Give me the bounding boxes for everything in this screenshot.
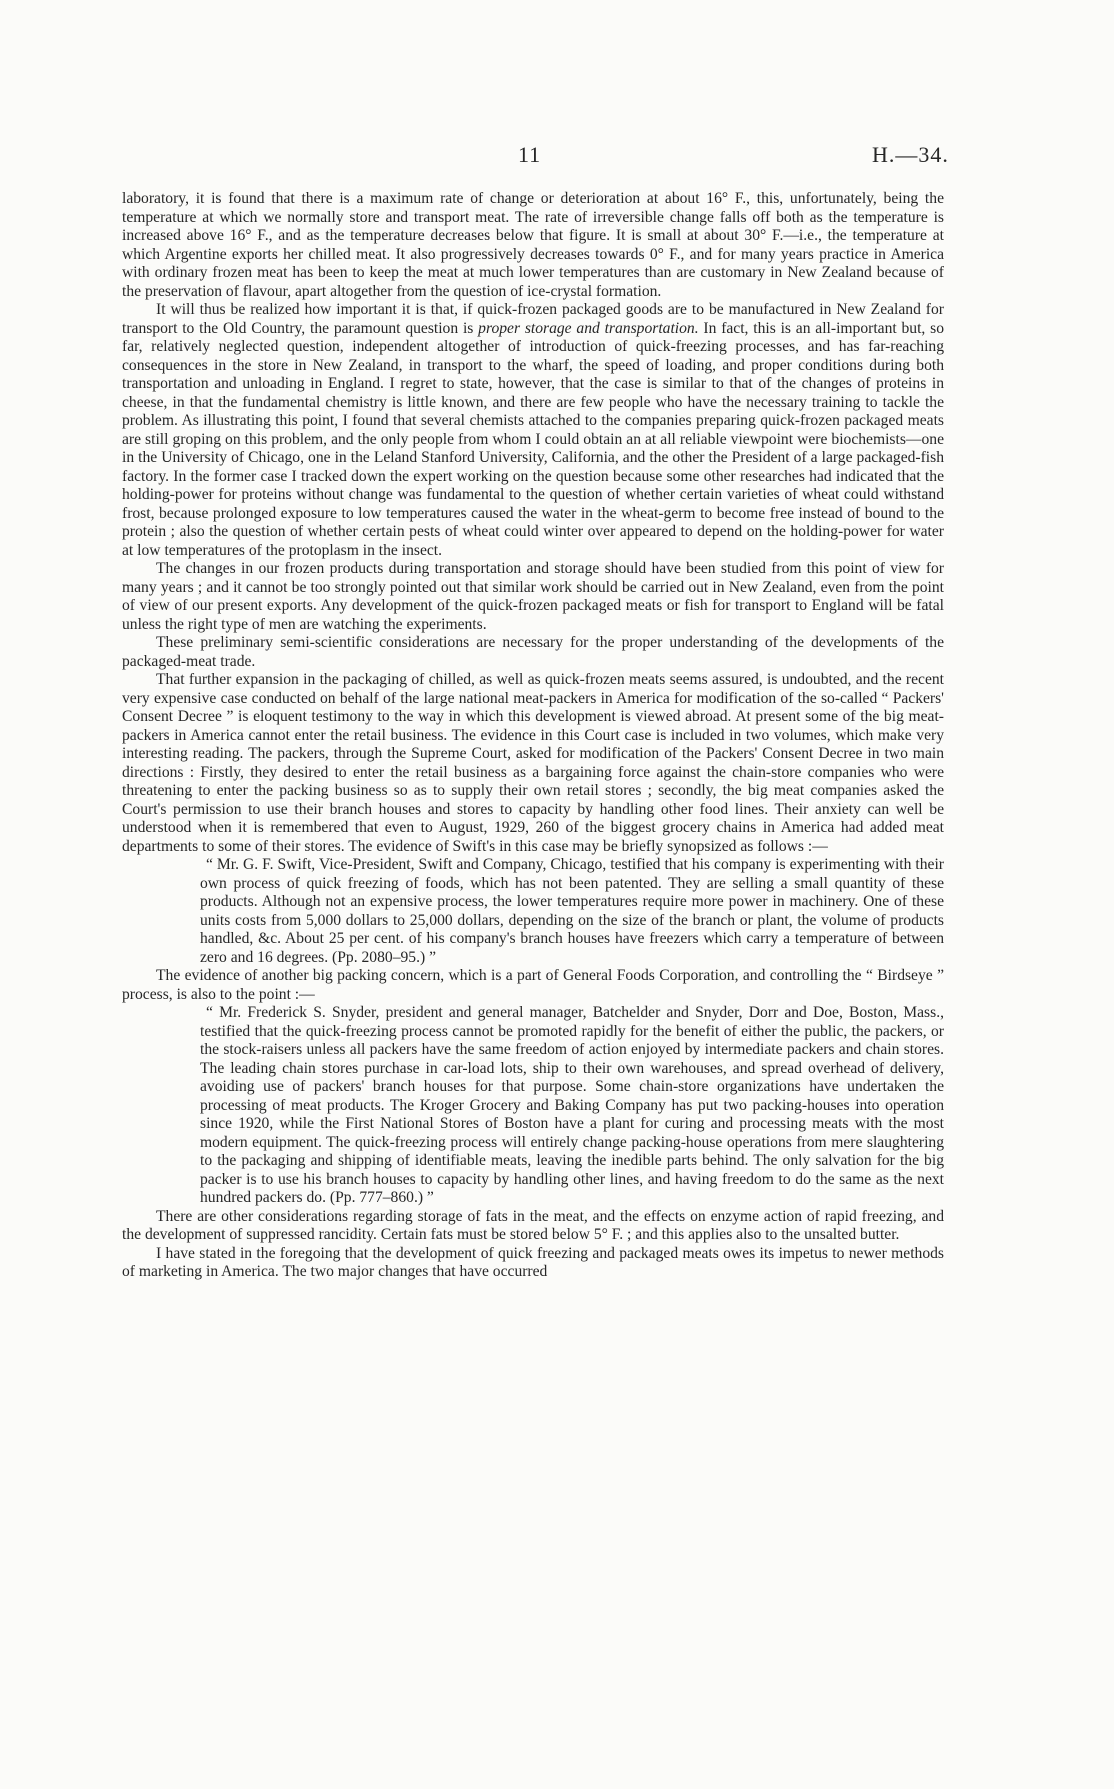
paragraph-marketing-methods: I have stated in the foregoing that the development of quick freezing and packaged meats owes its impetus to newer methods of marketing in America. The two major changes that have occurred — [122, 1244, 944, 1280]
emphasis-text: proper storage and transportation. — [478, 319, 699, 337]
paragraph-continuation: laboratory, it is found that there is a maximum rate of change or deterioration at about 16° F., this, unfortunately, being the temperature at which we normally store and transport meat. The rate of irreversible change falls off both as the temperature is increased above 16° F., and as the temperature decreases below that figure. It is small at about 30° F.—i.e., the temperature at which Argentine exports her chilled meat. It also progressively decreases towards 0° F., and for many years practice in America with ordinary frozen meat has been to keep the meat at much lower temperatures than are customary in New Zealand because of the preservation of flavour, apart altogether from the question of ice-crystal formation. — [122, 190, 944, 300]
paragraph-packers-decree: That further expansion in the packaging of chilled, as well as quick-frozen meats seems assured, is undoubted, and the recent very expensive case conducted on behalf of the large national meat-packers in America for modification of the so-called “ Packers' Consent Decree ” is eloquent testimony to the way in which this development is viewed abroad. At present some of the big meat-packers in America cannot enter the retail business. The evidence in this Court case is included in two volumes, which make very interesting reading. The packers, through the Supreme Court, asked for modification of the Packers' Consent Decree in two main directions : Firstly, they desired to enter the retail business as a bargaining force against the chain-store companies who were threatening to enter the packing business so as to supply their own retail stores ; secondly, the big meat companies asked the Court's permission to use their branch houses and stores to capacity by handling other food lines. Their anxiety can well be understood when it is remembered that even to August, 1929, 260 of the biggest grocery chains in America had added meat departments to some of their stores. The evidence of Swift's in this case may be briefly synopsized as follows :— — [122, 671, 944, 855]
paragraph-frozen-products: The changes in our frozen products during transportation and storage should have been studied from this point of view for many years ; and it cannot be too strongly pointed out that similar work should be carried out in New Zealand, even from the point of view of our present exports. Any development of the quick-frozen packaged meats or fish for transport to England will be fatal unless the right type of men are watching the experiments. — [122, 560, 944, 633]
page-header — [0, 142, 1114, 172]
page-number: 11 — [518, 142, 542, 167]
paragraph-storage-importance — [122, 301, 944, 560]
paragraph-text: In fact, this is an all-important but, so far, relatively neglected question, independent altogether of introduction of quick-freezing processes, and has far-reaching consequences in the store in New Zealand, in transport to the wharf, the speed of loading, and proper conditions during both transportation and unloading in England. I regret to state, however, that the case is similar to that of the changes of proteins in cheese, in that the fundamental chemistry is little known, and there are few people who have the necessary training to tackle the problem. As illustrating this point, I found that several chemists attached to the companies preparing quick-frozen packaged meats are still groping on this problem, and the only people from whom I could obtain an at all reliable viewpoint were biochemists—one in the University of Chicago, one in the Leland Stanford University, California, and the other the President of a large packaged-fish factory. In the former case I tracked down the expert working on the question because some other researches had indicated that the holding-power for proteins without change was fundamental to the question of whether certain varieties of wheat could withstand frost, because prolonged exposure to low temperatures caused the water in the wheat-germ to become free instead of bound to the protein ; also the question of whether certain pests of wheat could winter over appeared to depend on the holding-power for water at low temperatures of the protoplasm in the insect. — [122, 319, 944, 559]
paragraph-general-foods: The evidence of another big packing concern, which is a part of General Foods Corporation, and controlling the “ Birdseye ” process, is also to the point :— — [122, 967, 944, 1003]
quotation-snyder: “ Mr. Frederick S. Snyder, president and general manager, Batchelder and Snyder, Dorr and Doe, Boston, Mass., testified that the quick-freezing process cannot be promoted rapidly for the benefit of either the public, the packers, or the stock-raisers unless all packers have the same freedom of action enjoyed by intermediate packers and chain stores. The leading chain stores purchase in car-load lots, ship to their own warehouses, and spread overhead of delivery, avoiding use of packers' branch houses for that purpose. Some chain-store organizations have undertaken the processing of meat products. The Kroger Grocery and Baking Company has put two packing-houses into operation since 1920, while the First National Stores of Boston have a plant for curing and processing meats with the most modern equipment. The quick-freezing process will entirely change packing-house operations from mere slaughtering to the packaging and shipping of identifiable meats, leaving the inedible parts behind. The only salvation for the big packer is to use his branch houses to capacity by handling other lines, and having freedom to do the same as the next hundred packers do. (Pp. 777–860.) ” — [200, 1004, 944, 1206]
body-text — [122, 190, 944, 1282]
quotation-swift: “ Mr. G. F. Swift, Vice-President, Swift and Company, Chicago, testified that his company is experimenting with their own process of quick freezing of foods, which has not been patented. They are selling a small quantity of these products. Although not an expensive process, the lower temperatures require more power in machinery. One of these units costs from 5,000 dollars to 25,000 dollars, depending on the size of the branch or plant, the volume of products handled, &c. About 25 per cent. of his company's branch houses have freezers which carry a temperature of between zero and 16 degrees. (Pp. 2080–95.) ” — [200, 856, 944, 966]
document-reference: H.—34. — [872, 142, 949, 167]
paragraph-considerations: These preliminary semi-scientific considerations are necessary for the proper understanding of the developments of the packaged-meat trade. — [122, 634, 944, 670]
paragraph-fats-storage: There are other considerations regarding storage of fats in the meat, and the effects on enzyme action of rapid freezing, and the development of suppressed rancidity. Certain fats must be stored below 5° F. ; and this applies also to the unsalted butter. — [122, 1207, 944, 1243]
paragraph-text: It will thus be realized how important it is that, if quick-frozen packaged goods are to be manufactured in New Zealand for transport to the Old Country, the paramount question is — [122, 301, 944, 337]
